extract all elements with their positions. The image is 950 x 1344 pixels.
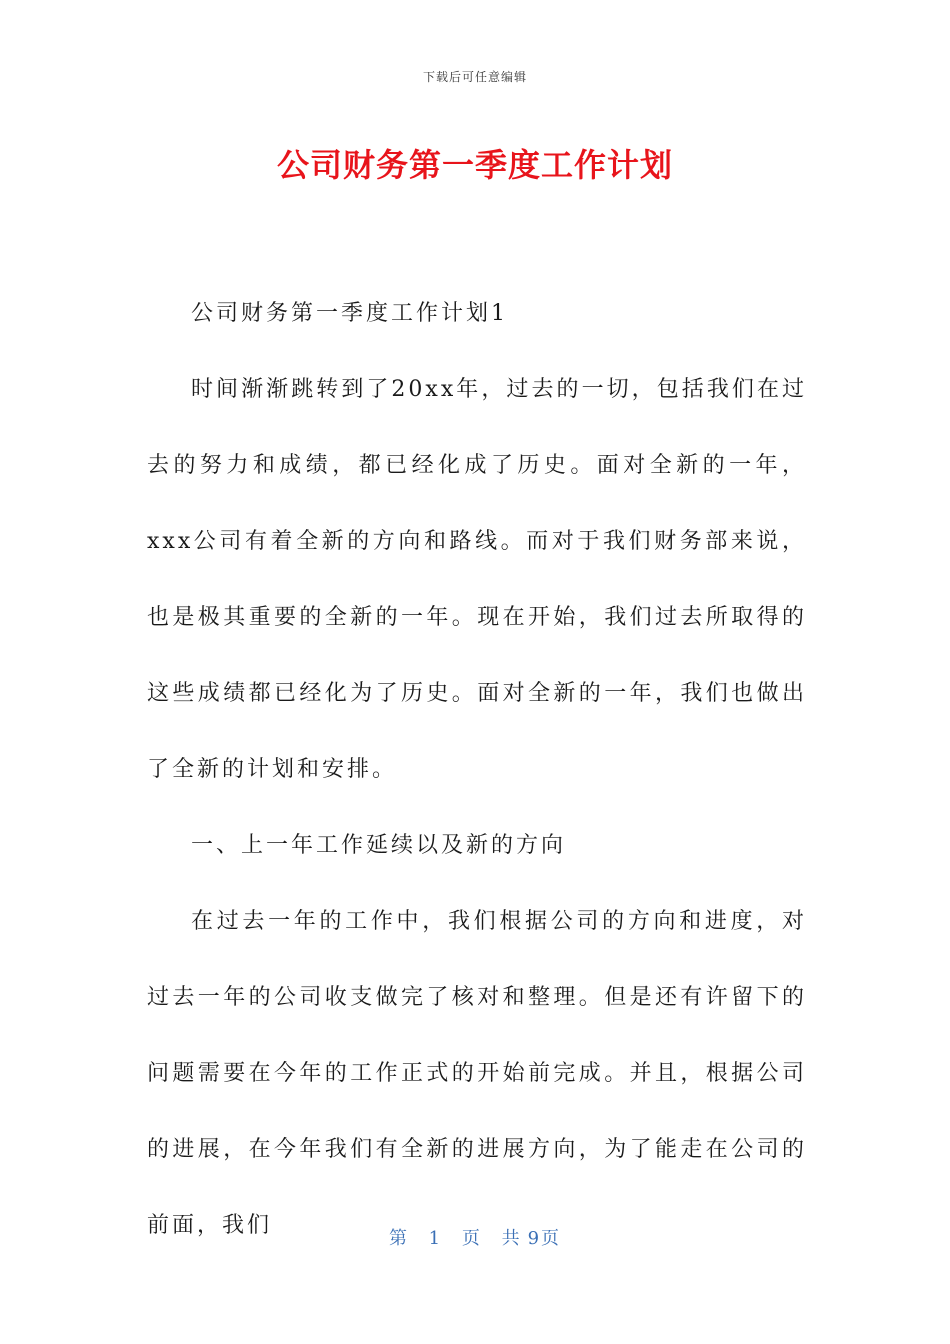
- footer-total-prefix: 共: [501, 1228, 522, 1249]
- footer-total-pages: 9页: [527, 1228, 562, 1249]
- page-footer: [0, 1224, 950, 1250]
- footer-page-current: 1: [428, 1228, 443, 1249]
- paragraph-subtitle: 公司财务第一季度工作计划1: [191, 301, 508, 326]
- header-note: 下载后可任意编辑: [422, 70, 527, 84]
- document-title: 公司财务第一季度工作计划: [276, 146, 673, 184]
- paragraph-section-body: 在过去一年的工作中，我们根据公司的方向和进度，对过去一年的公司收支做完了核对和整理。但是还有许留下的问题需要在今年的工作正式的开始前完成。并且，根据公司的进展，在今年我们有全新的进展方向，为了能走在公司的前面，我们: [147, 909, 807, 1238]
- paragraph-intro: 时间渐渐跳转到了20xx年，过去的一切，包括我们在过去的努力和成绩，都已经化成了历史。面对全新的一年，xxx公司有着全新的方向和路线。而对于我们财务部来说，也是极其重要的全新的一年。现在开始，我们过去所取得的这些成绩都已经化为了历史。面对全新的一年，我们也做出了全新的计划和安排。: [147, 377, 807, 782]
- footer-page-label: 页: [461, 1228, 482, 1249]
- footer-prefix: 第: [388, 1228, 409, 1249]
- paragraph-section-heading: 一、上一年工作延续以及新的方向: [191, 833, 567, 858]
- document-body: [147, 276, 807, 1264]
